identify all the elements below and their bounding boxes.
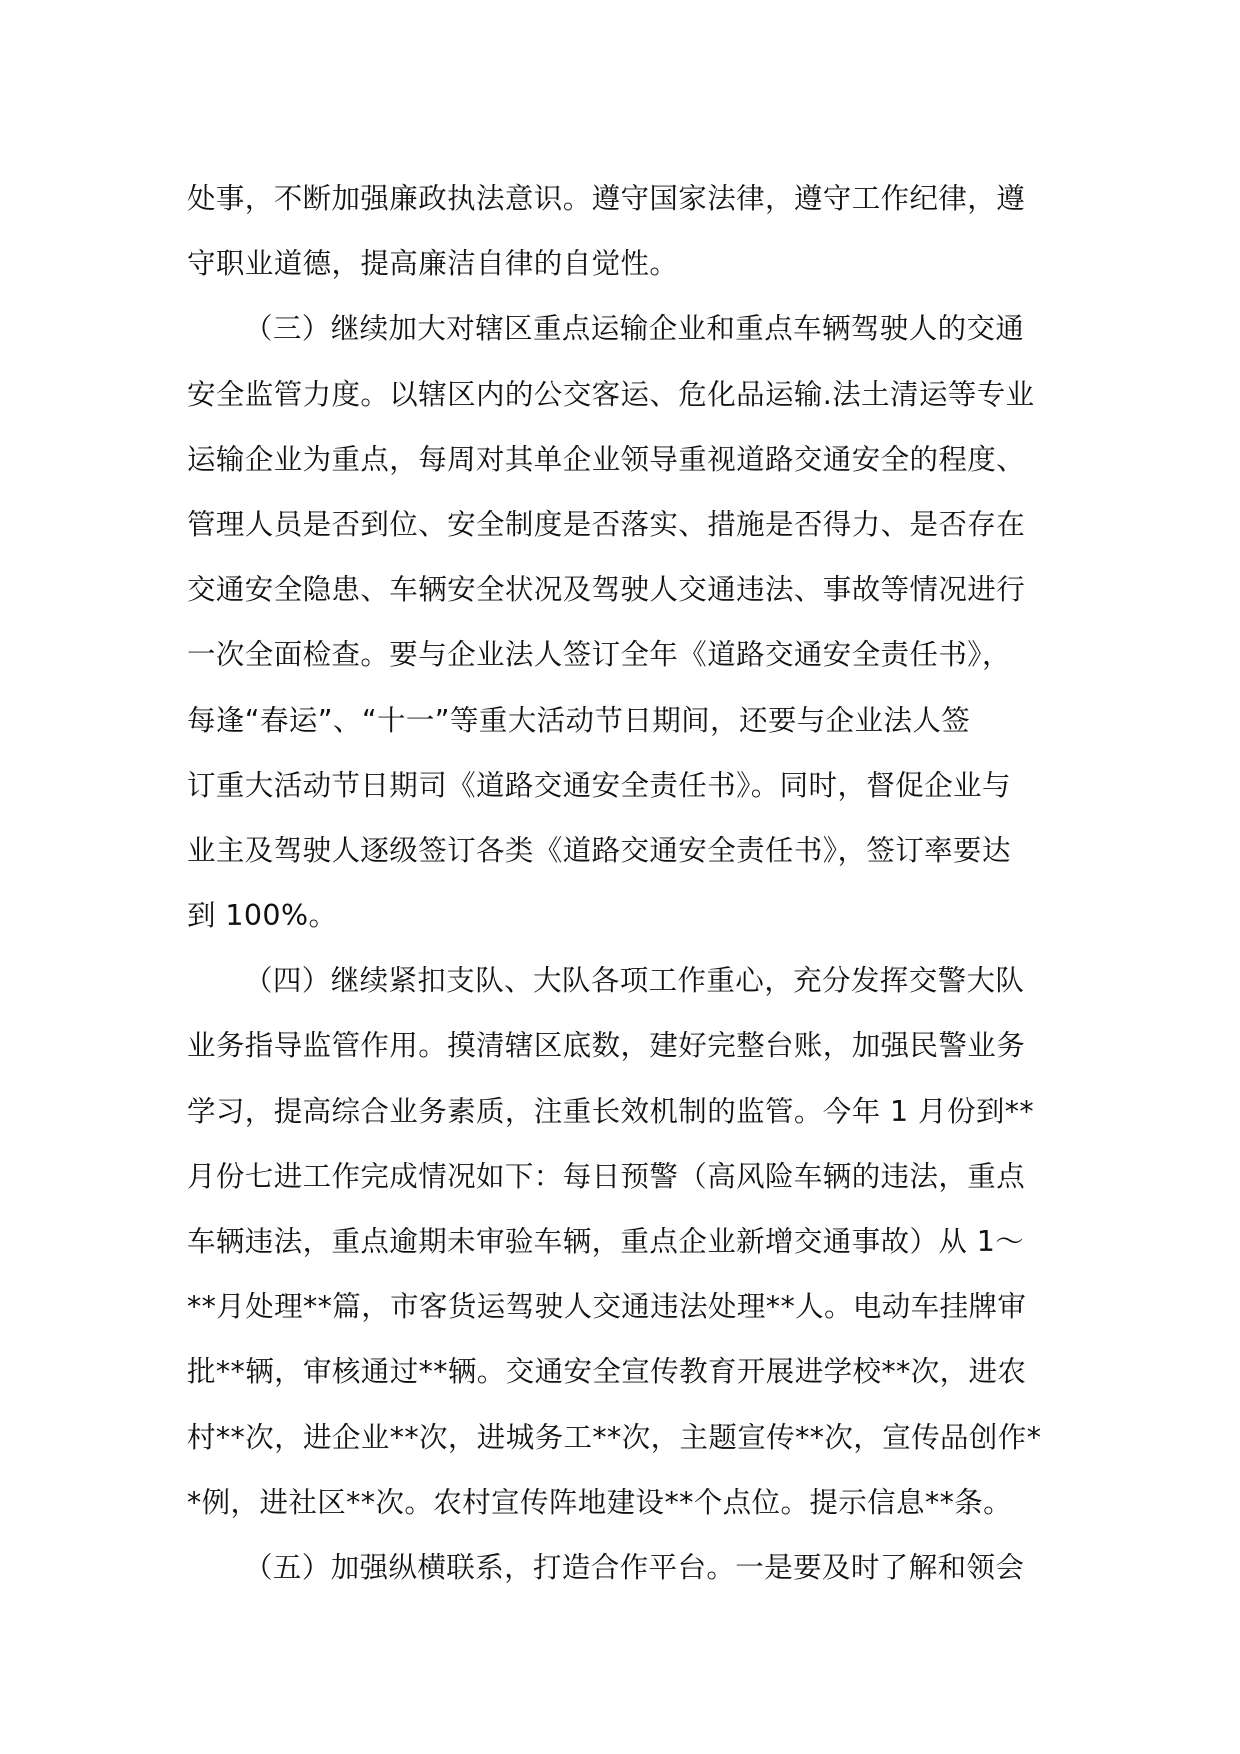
body-line: 到 100%。 bbox=[187, 899, 338, 933]
body-line: 管理人员是否到位、安全制度是否落实、措施是否得力、是否存在 bbox=[187, 507, 1026, 541]
body-line: 村**次，进企业**次，进城务工**次，主题宣传**次，宣传品创作* bbox=[187, 1420, 1042, 1454]
body-line: **月处理**篇，市客货运驾驶人交通违法处理**人。电动车挂牌审 bbox=[187, 1290, 1027, 1324]
body-line: 批**辆，审核通过**辆。交通安全宣传教育开展进学校**次，进农 bbox=[187, 1355, 1027, 1389]
body-line: 守职业道德，提高廉洁自律的自觉性。 bbox=[187, 247, 679, 281]
body-line: 业务指导监管作用。摸清辖区底数，建好完整台账，加强民警业务 bbox=[187, 1029, 1026, 1063]
document-body bbox=[187, 166, 1057, 1600]
section-3-first-line: （三）继续加大对辖区重点运输企业和重点车辆驾驶人的交通 bbox=[244, 312, 1025, 346]
body-line: 月份七进工作完成情况如下：每日预警（高风险车辆的违法，重点 bbox=[187, 1159, 1026, 1193]
section-5-first-line: （五）加强纵横联系，打造合作平台。一是要及时了解和领会 bbox=[244, 1550, 1025, 1584]
body-line: 业主及驾驶人逐级签订各类《道路交通安全责任书》，签订率要达 bbox=[187, 833, 1011, 867]
body-line: 订重大活动节日期司《道路交通安全责任书》。同时，督促企业与 bbox=[187, 768, 1011, 802]
body-line: 一次全面检查。要与企业法人签订全年《道路交通安全责任书》， bbox=[187, 638, 1011, 672]
body-line: 运输企业为重点，每周对其单企业领导重视道路交通安全的程度、 bbox=[187, 442, 1026, 476]
body-line: 安全监管力度。以辖区内的公交客运、危化品运输.法土清运等专业 bbox=[187, 377, 1035, 411]
body-line: 每逢“春运”、“十一”等重大活动节日期间，还要与企业法人签 bbox=[187, 703, 971, 737]
section-4-first-line: （四）继续紧扣支队、大队各项工作重心，充分发挥交警大队 bbox=[244, 964, 1025, 998]
body-line: 车辆违法，重点逾期未审验车辆，重点企业新增交通事故）从 1～ bbox=[187, 1225, 1025, 1258]
body-line: *例，进社区**次。农村宣传阵地建设**个点位。提示信息**条。 bbox=[187, 1485, 1013, 1519]
body-line: 处事，不断加强廉政执法意识。遵守国家法律，遵守工作纪律，遵 bbox=[187, 182, 1026, 215]
body-line: 学习，提高综合业务素质，注重长效机制的监管。今年 1 月份到** bbox=[187, 1094, 1035, 1128]
body-line: 交通安全隐患、车辆安全状况及驾驶人交通违法、事故等情况进行 bbox=[187, 573, 1026, 607]
